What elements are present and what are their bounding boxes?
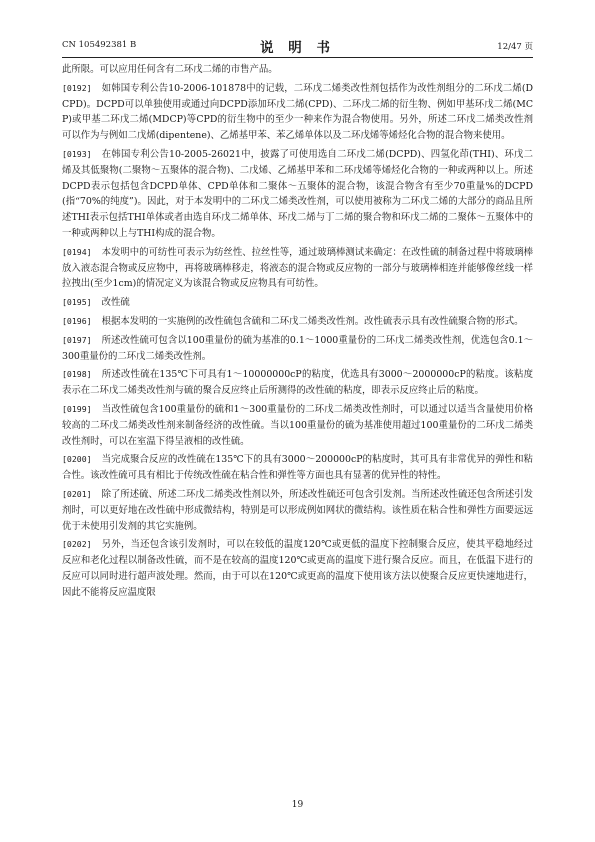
- paragraph-0195: [62, 295, 533, 311]
- page-indicator: 12/47 页: [497, 42, 533, 52]
- paragraph-number: [0198]: [62, 369, 92, 380]
- paragraph-number: [0194]: [62, 246, 92, 257]
- paragraph-0193: [62, 147, 533, 242]
- paragraph-number: [0197]: [62, 334, 92, 345]
- paragraph-number: [0199]: [62, 403, 92, 414]
- paragraph-text: 所述改性硫在135℃下可具有1～10000000cP的粘度，优选具有3000～2000000cP的粘度。该粘度表示在二环戊二烯类改性剂与硫的聚合反应终止后所测得的改性硫的粘度，即表示反应终止后的粘度。: [62, 369, 533, 397]
- header-rule: [62, 57, 533, 58]
- paragraph-0199: [62, 402, 533, 449]
- paragraph-continuation: 此所限。可以应用任何含有二环戊二烯的市售产品。: [62, 64, 278, 75]
- paragraph-0194: [62, 245, 533, 292]
- paragraph-0196: [62, 314, 533, 330]
- paragraph-0198: [62, 367, 533, 399]
- paragraph-text: 当完成聚合反应的改性硫在135℃下的具有3000～200000cP的粘度时，其可具有非常优异的弹性和粘合性。该改性硫可具有相比于传统改性硫在粘合性和弹性等方面也具有显著的优异性的特性。: [62, 454, 533, 482]
- paragraph-text: 如韩国专利公告10-2006-101878中的记载，二环戊二烯类改性剂包括作为改性剂组分的二环戊二烯(DCPD)。DCPD可以单独使用或通过向DCPD添加环戊二烯(CPD)、二环戊二烯的衍生物、例如甲基环戊二烯(MCP)或甲基二环戊二烯(MDCP)等CPD的衍生物中的至少一种来作为混合物使用。另外，所述二环戊二烯类改性剂可以作为与例如二戊烯(dipentene)、乙烯基甲苯、苯乙烯单体以及二环戊烯等烯烃化合物的混合物来使用。: [62, 82, 533, 142]
- paragraph-number: [0200]: [62, 454, 92, 465]
- document-body: [62, 62, 533, 604]
- paragraph-0197: [62, 333, 533, 365]
- section-heading: 改性硫: [101, 297, 130, 309]
- paragraph-text: 除了所述硫、所述二环戊二烯类改性剂以外，所述改性硫还可包含引发剂。当所述改性硫还包含所述引发剂时，可以更好地在改性硫中形成微结构，特别是可以形成例如网状的微结构。该性质在粘合性和弹性方面要远远优于未使用引发剂的其它实施例。: [62, 488, 533, 532]
- patent-number: CN 105492381 B: [62, 40, 137, 50]
- paragraph-number: [0192]: [62, 82, 92, 93]
- paragraph-number: [0201]: [62, 488, 92, 499]
- paragraph-number: [0196]: [62, 315, 92, 326]
- paragraph-number: [0193]: [62, 148, 92, 159]
- paragraph-text: 本发明中的可纺性可表示为纺丝性、拉丝性等，通过玻璃棒测试来确定：在改性硫的制备过程中将玻璃棒放入液态混合物或反应物中，再将玻璃棒移走，将液态的混合物或反应物的一部分与玻璃棒相连并能够像丝线一样拉拽出(至少1cm)的情况定义为该混合物或反应物具有可纺性。: [62, 246, 533, 290]
- paragraph-text: 另外，当还包含该引发剂时，可以在较低的温度120℃或更低的温度下控制聚合反应，使其平稳地经过反应和老化过程以制备改性硫，而不是在较高的温度120℃或更高的温度下进行聚合反应。而且，在低温下进行的反应可以同时进行超声波处理。然而，由于可以在120℃或更高的温度下使用该方法以使聚合反应更快速地进行，因此不能将反应温度限: [62, 539, 533, 598]
- paragraph-text: 根据本发明的一实施例的改性硫包含硫和二环戊二烯类改性剂。改性硫表示具有改性硫聚合物的形式。: [101, 315, 524, 327]
- document-title: 说 明 书: [260, 40, 335, 56]
- paragraph-text: 当改性硫包含100重量份的硫和1～300重量份的二环戊二烯类改性剂时，可以通过以适当含量使用价格较高的二环戊二烯类改性剂来制备经济的改性硫。当以100重量份的硫为基准使用超过100重量份的二环戊二烯类改性剂时，可以在室温下得呈液相的改性硫。: [62, 403, 533, 447]
- paragraph-text: 在韩国专利公告10-2005-26021中，披露了可使用选自二环戊二烯(DCPD)、四氢化茚(THI)、环戊二烯及其低聚物(二聚物～五聚体的混合物)、二戊烯、乙烯基甲苯和二环戊烯等烯烃化合物的一种或两种以上。所述DCPD表示包括包含DCPD单体、CPD单体和二聚体～五聚体的混合物，该混合物含有至少70重量%的DCPD(指“70%的纯度”)。因此，对于本发明中的二环戊二烯类改性剂，可以使用被称为二环戊二烯的大部分的商品且所述THI表示包括THI单体或者由选自环戊二烯单体、环戊二烯与丁二烯的聚合物和环戊二烯的二聚体～五聚体中的一种或两种以上与THI构成的混合物。: [62, 148, 533, 239]
- page-number: 19: [291, 800, 304, 810]
- paragraph-text: 所述改性硫可包含以100重量份的硫为基准的0.1～1000重量份的二环戊二烯类改性剂，优选包含0.1～300重量份的二环戊二烯类改性剂。: [62, 334, 533, 362]
- paragraph-number: [0195]: [62, 297, 92, 308]
- page-header: [62, 36, 533, 54]
- paragraph-0192: [62, 81, 533, 144]
- paragraph-0202: [62, 537, 533, 600]
- paragraph-0200: [62, 452, 533, 484]
- paragraph-0201: [62, 487, 533, 534]
- paragraph-number: [0202]: [62, 539, 92, 550]
